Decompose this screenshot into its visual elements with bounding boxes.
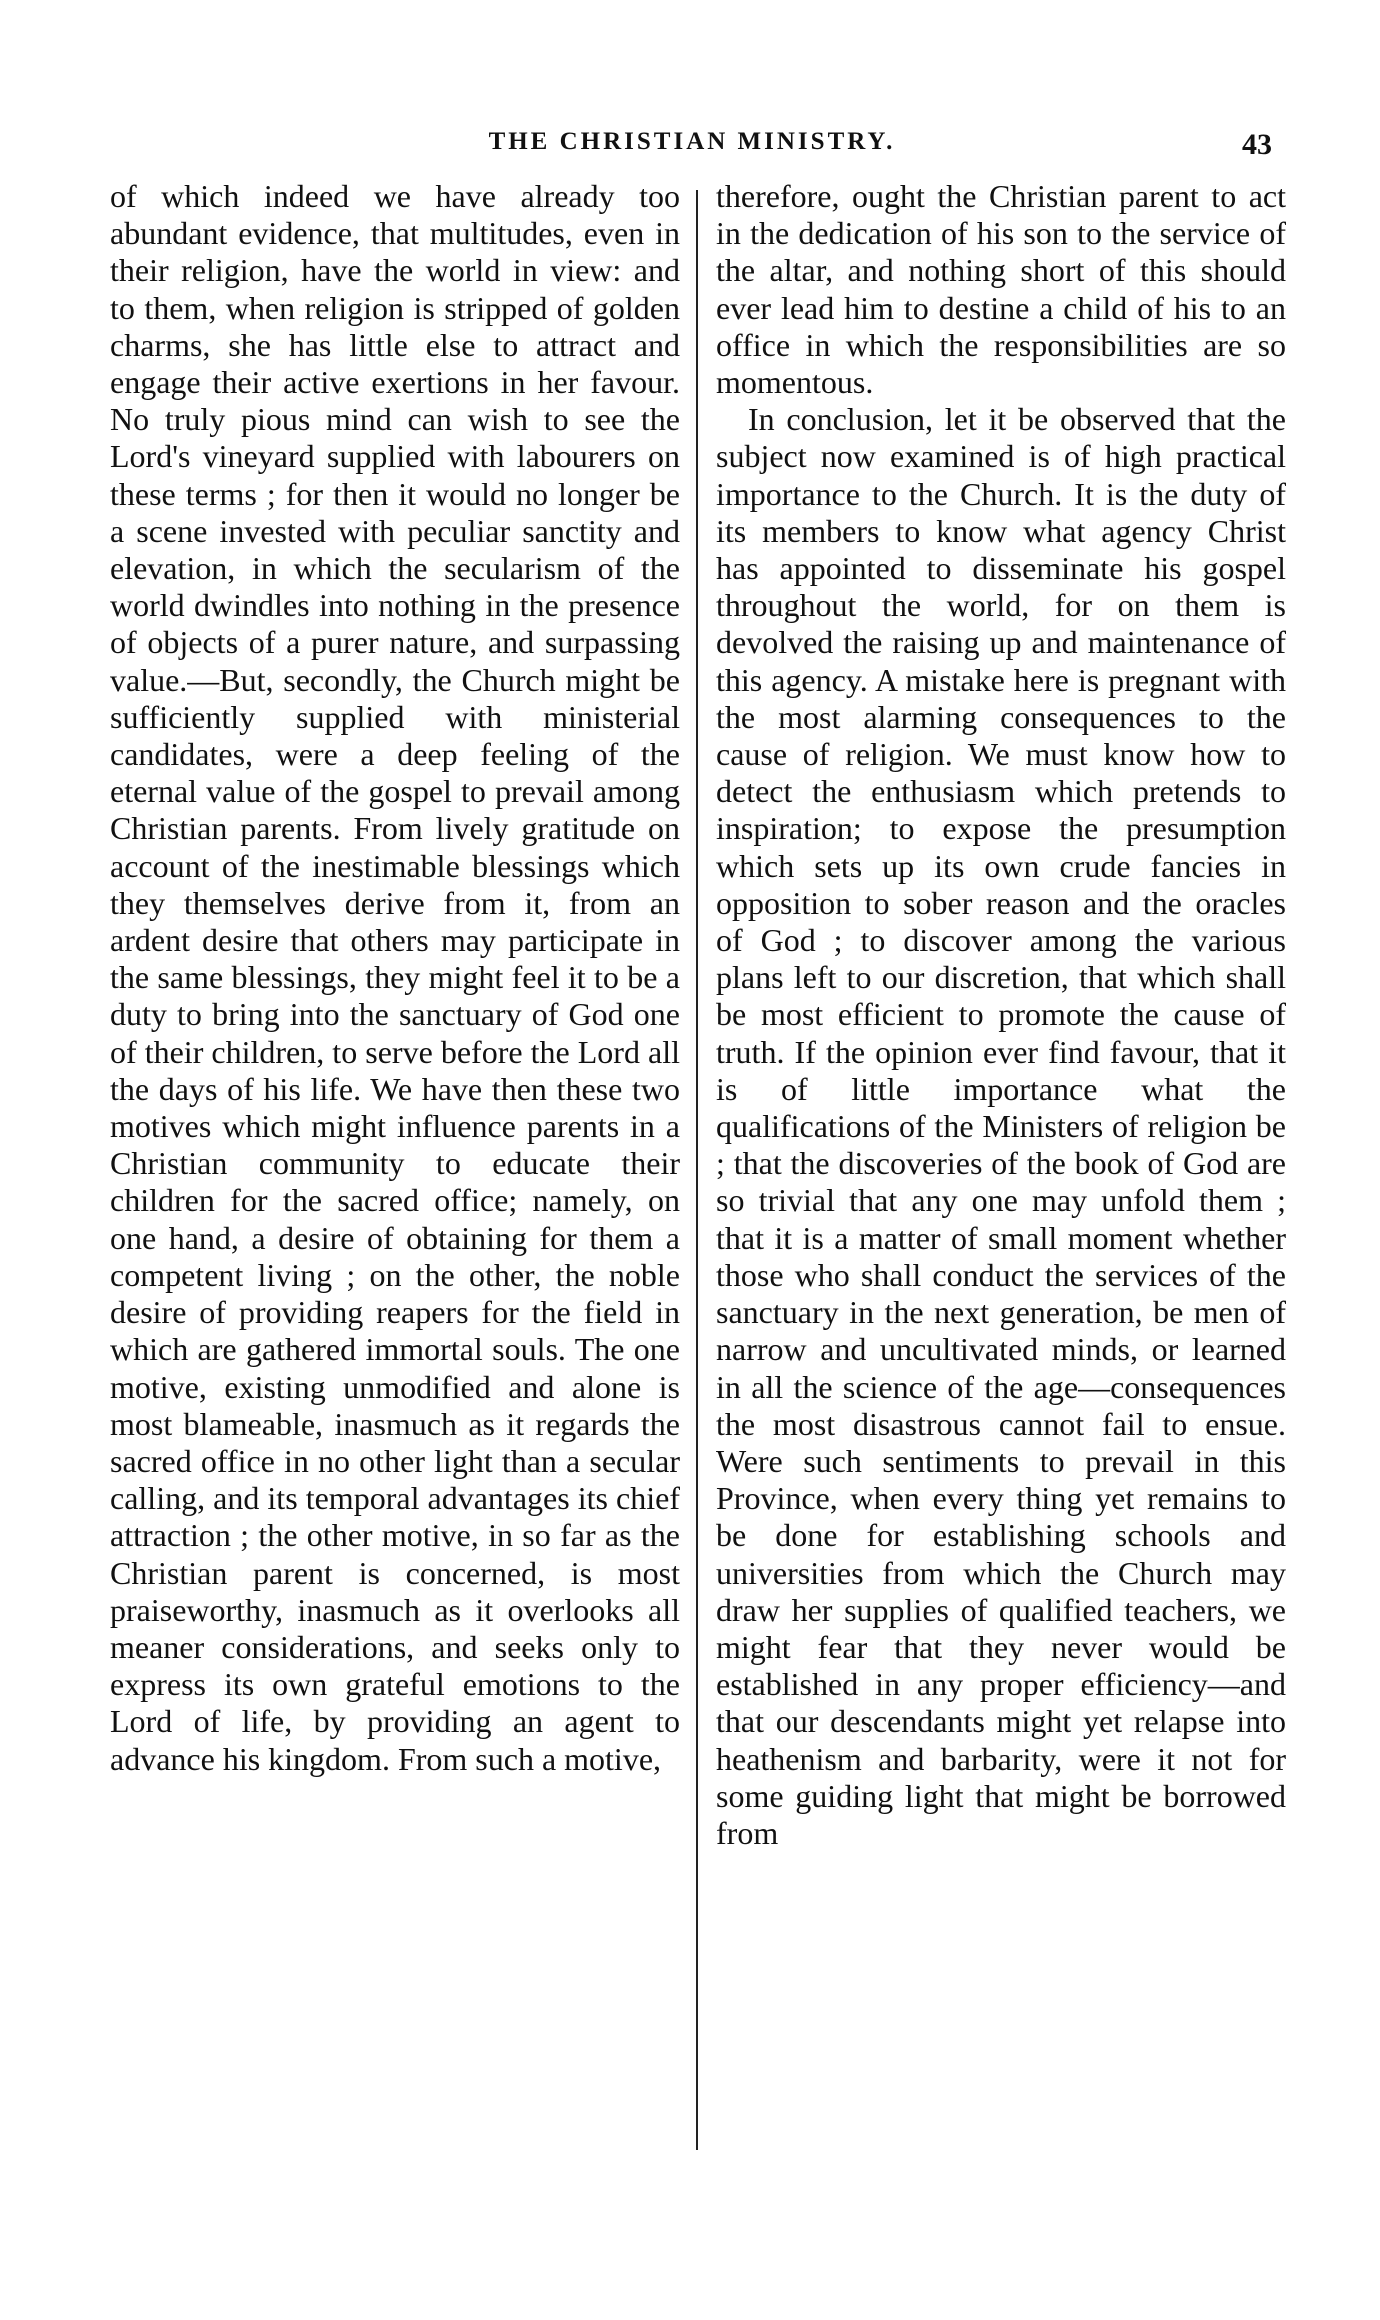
page-number: 43 <box>1242 128 1272 161</box>
left-paragraph-1: of which indeed we have already too abundant evidence, that multitudes, even in their religion, have the world in view: and to them, when religion is stripped of golden charms, she has little else to attract and engage their active exertions in her favour. No truly pious mind can wish to see the Lord's vineyard supplied with labourers on these terms ; for then it would no longer be a scene invested with peculiar sanctity and elevation, in which the secularism of the world dwindles into nothing in the presence of objects of a purer nature, and surpassing value.—But, secondly, the Church might be sufficiently supplied with ministerial candidates, were a deep feeling of the eternal value of the gospel to prevail among Christian parents. From lively gratitude on account of the inestimable blessings which they themselves derive from it, from an ardent desire that others may participate in the same blessings, they might feel it to be a duty to bring into the sanctuary of God one of their children, to serve before the Lord all the days of his life. We have then these two motives which might influence parents in a Christian community to educate their children for the sacred office; namely, on one hand, a desire of obtaining for them a competent living ; on the other, the noble desire of providing reapers for the field in which are gathered immortal souls. The one motive, existing unmodified and alone is most blameable, inasmuch as it regards the sacred office in no other light than a secular calling, and its temporal advantages its chief attraction ; the other motive, in so far as the Christian parent is concerned, is most praiseworthy, inasmuch as it overlooks all meaner considerations, and seeks only to express its own grateful emotions to the Lord of life, by providing an agent to advance his kingdom. From such a motive, <box>110 178 680 1777</box>
right-column <box>716 178 1286 2138</box>
running-title: THE CHRISTIAN MINISTRY. <box>488 128 896 155</box>
left-column <box>110 178 680 2138</box>
right-paragraph-1: therefore, ought the Christian parent to act in the dedication of his son to the service of the altar, and nothing short of this should ever lead him to destine a child of his to an office in which the responsibilities are so momentous. <box>716 178 1286 401</box>
right-paragraph-2: In conclusion, let it be observed that the subject now examined is of high practical importance to the Church. It is the duty of its members to know what agency Christ has appointed to disseminate his gospel throughout the world, for on them is devolved the raising up and maintenance of this agency. A mistake here is pregnant with the most alarming consequences to the cause of religion. We must know how to detect the enthusiasm which pretends to inspiration; to expose the presumption which sets up its own crude fancies in opposition to sober reason and the oracles of God ; to discover among the various plans left to our discretion, that which shall be most efficient to promote the cause of truth. If the opinion ever find favour, that it is of little importance what the qualifications of the Ministers of religion be ; that the discoveries of the book of God are so trivial that any one may unfold them ; that it is a matter of small moment whether those who shall conduct the services of the sanctuary in the next generation, be men of narrow and uncultivated minds, or learned in all the science of the age—consequences the most disastrous cannot fail to ensue. Were such sentiments to prevail in this Province, when every thing yet remains to be done for establishing schools and universities from which the Church may draw her supplies of qualified teachers, we might fear that they never would be established in any proper efficiency—and that our descendants might yet relapse into heathenism and barbarity, were it not for some guiding light that might be borrowed from <box>716 401 1286 1851</box>
page-header <box>112 128 1272 164</box>
column-divider <box>696 190 698 2150</box>
